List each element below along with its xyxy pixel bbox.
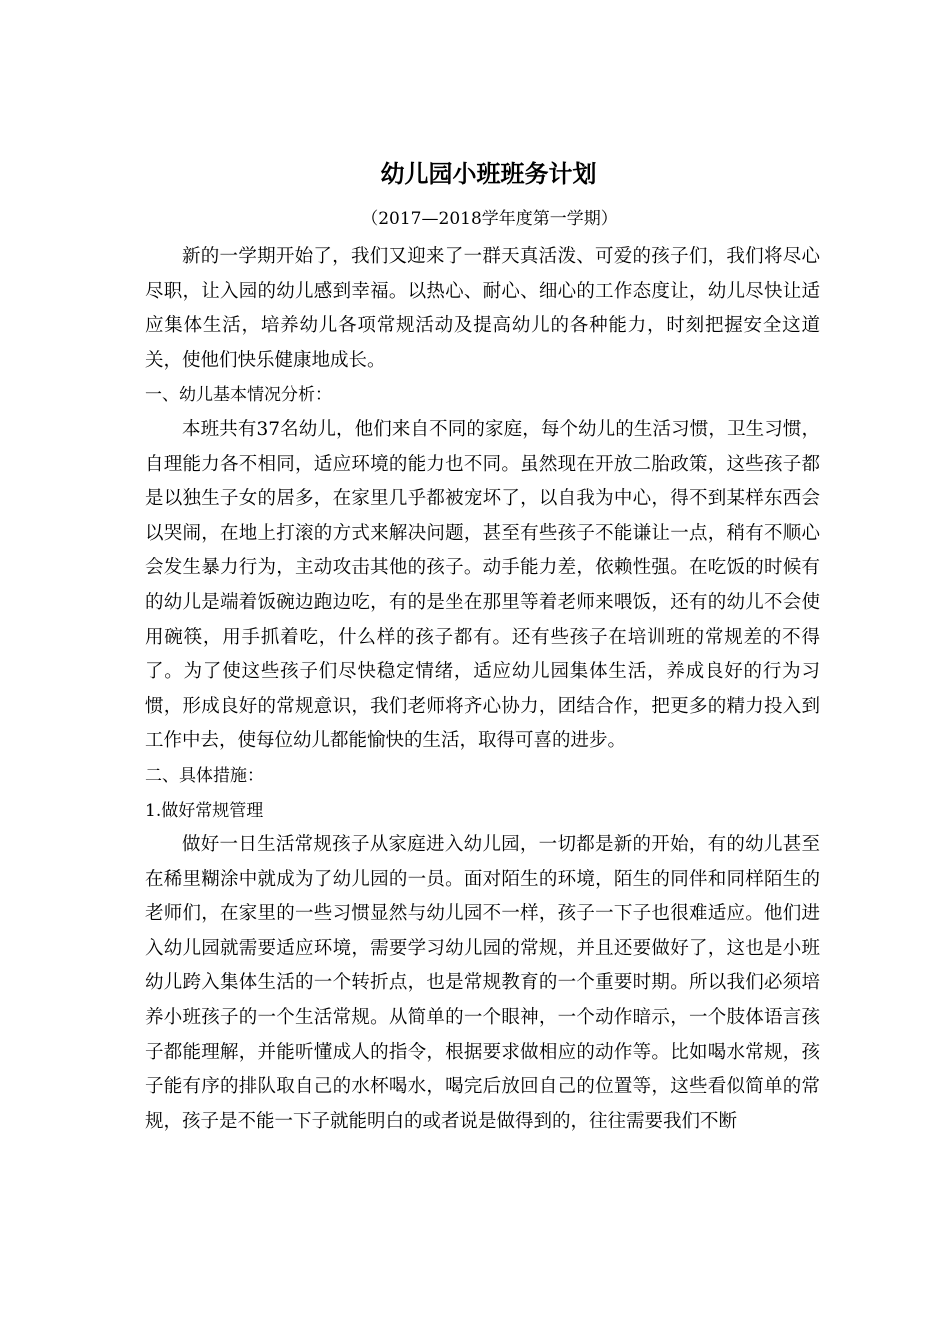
document-title: 幼儿园小班班务计划 <box>380 159 597 188</box>
document-body <box>145 150 820 1139</box>
routine-management-paragraph: 做好一日生活常规孩子从家庭进入幼儿园，一切都是新的开始，有的幼儿甚至在稀里糊涂中就成为了幼儿园的一员。面对陌生的环境，陌生的同伴和同样陌生的老师们，在家里的一些习惯显然与幼儿园不一样，孩子一下子也很难适应。他们进入幼儿园就需要适应环境，需要学习幼儿园的常规，并且还要做好了，这也是小班幼儿跨入集体生活的一个转折点，也是常规教育的一个重要时期。所以我们必须培养小班孩子的一个生活常规。从简单的一个眼神，一个动作暗示，一个肢体语言孩子都能理解，并能听懂成人的指令，根据要求做相应的动作等。比如喝水常规，孩子能有序的排队取自己的水杯喝水，喝完后放回自己的位置等，这些看似简单的常规，孩子是不能一下子就能明白的或者说是做得到的，往往需要我们不断 <box>145 834 820 1132</box>
document-subtitle: （2017—2018学年度第一学期） <box>361 209 618 229</box>
section-heading-basic-analysis: 一、幼儿基本情况分析： <box>145 385 332 406</box>
basic-analysis-paragraph: 本班共有37名幼儿，他们来自不同的家庭，每个幼儿的生活习惯，卫生习惯，自理能力各不相同，适应环境的能力也不同。虽然现在开放二胎政策，这些孩子都是以独生子女的居多，在家里几乎都被宠坏了，以自我为中心，得不到某样东西会以哭闹，在地上打滚的方式来解决问题，甚至有些孩子不能谦让一点，稍有不顺心会发生暴力行为，主动攻击其他的孩子。动手能力差，依赖性强。在吃饭的时候有的幼儿是端着饭碗边跑边吃，有的是坐在那里等着老师来喂饭，还有的幼儿不会使用碗筷，用手抓着吃，什么样的孩子都有。还有些孩子在培训班的常规差的不得了。为了使这些孩子们尽快稳定情绪，适应幼儿园集体生活，养成良好的行为习惯，形成良好的常规意识，我们老师将齐心协力，团结合作，把更多的精力投入到工作中去，使每位幼儿都能愉快的生活，取得可喜的进步。 <box>145 418 820 752</box>
subsection-heading-routine-management: 1.做好常规管理 <box>145 800 264 821</box>
intro-paragraph: 新的一学期开始了，我们又迎来了一群天真活泼、可爱的孩子们，我们将尽心尽职，让入园的幼儿感到幸福。以热心、耐心、细心的工作态度让，幼儿尽快让适应集体生活，培养幼儿各项常规活动及提高幼儿的各种能力，时刻把握安全这道关，使他们快乐健康地成长。 <box>145 246 820 371</box>
section-heading-measures: 二、具体措施： <box>145 765 264 786</box>
